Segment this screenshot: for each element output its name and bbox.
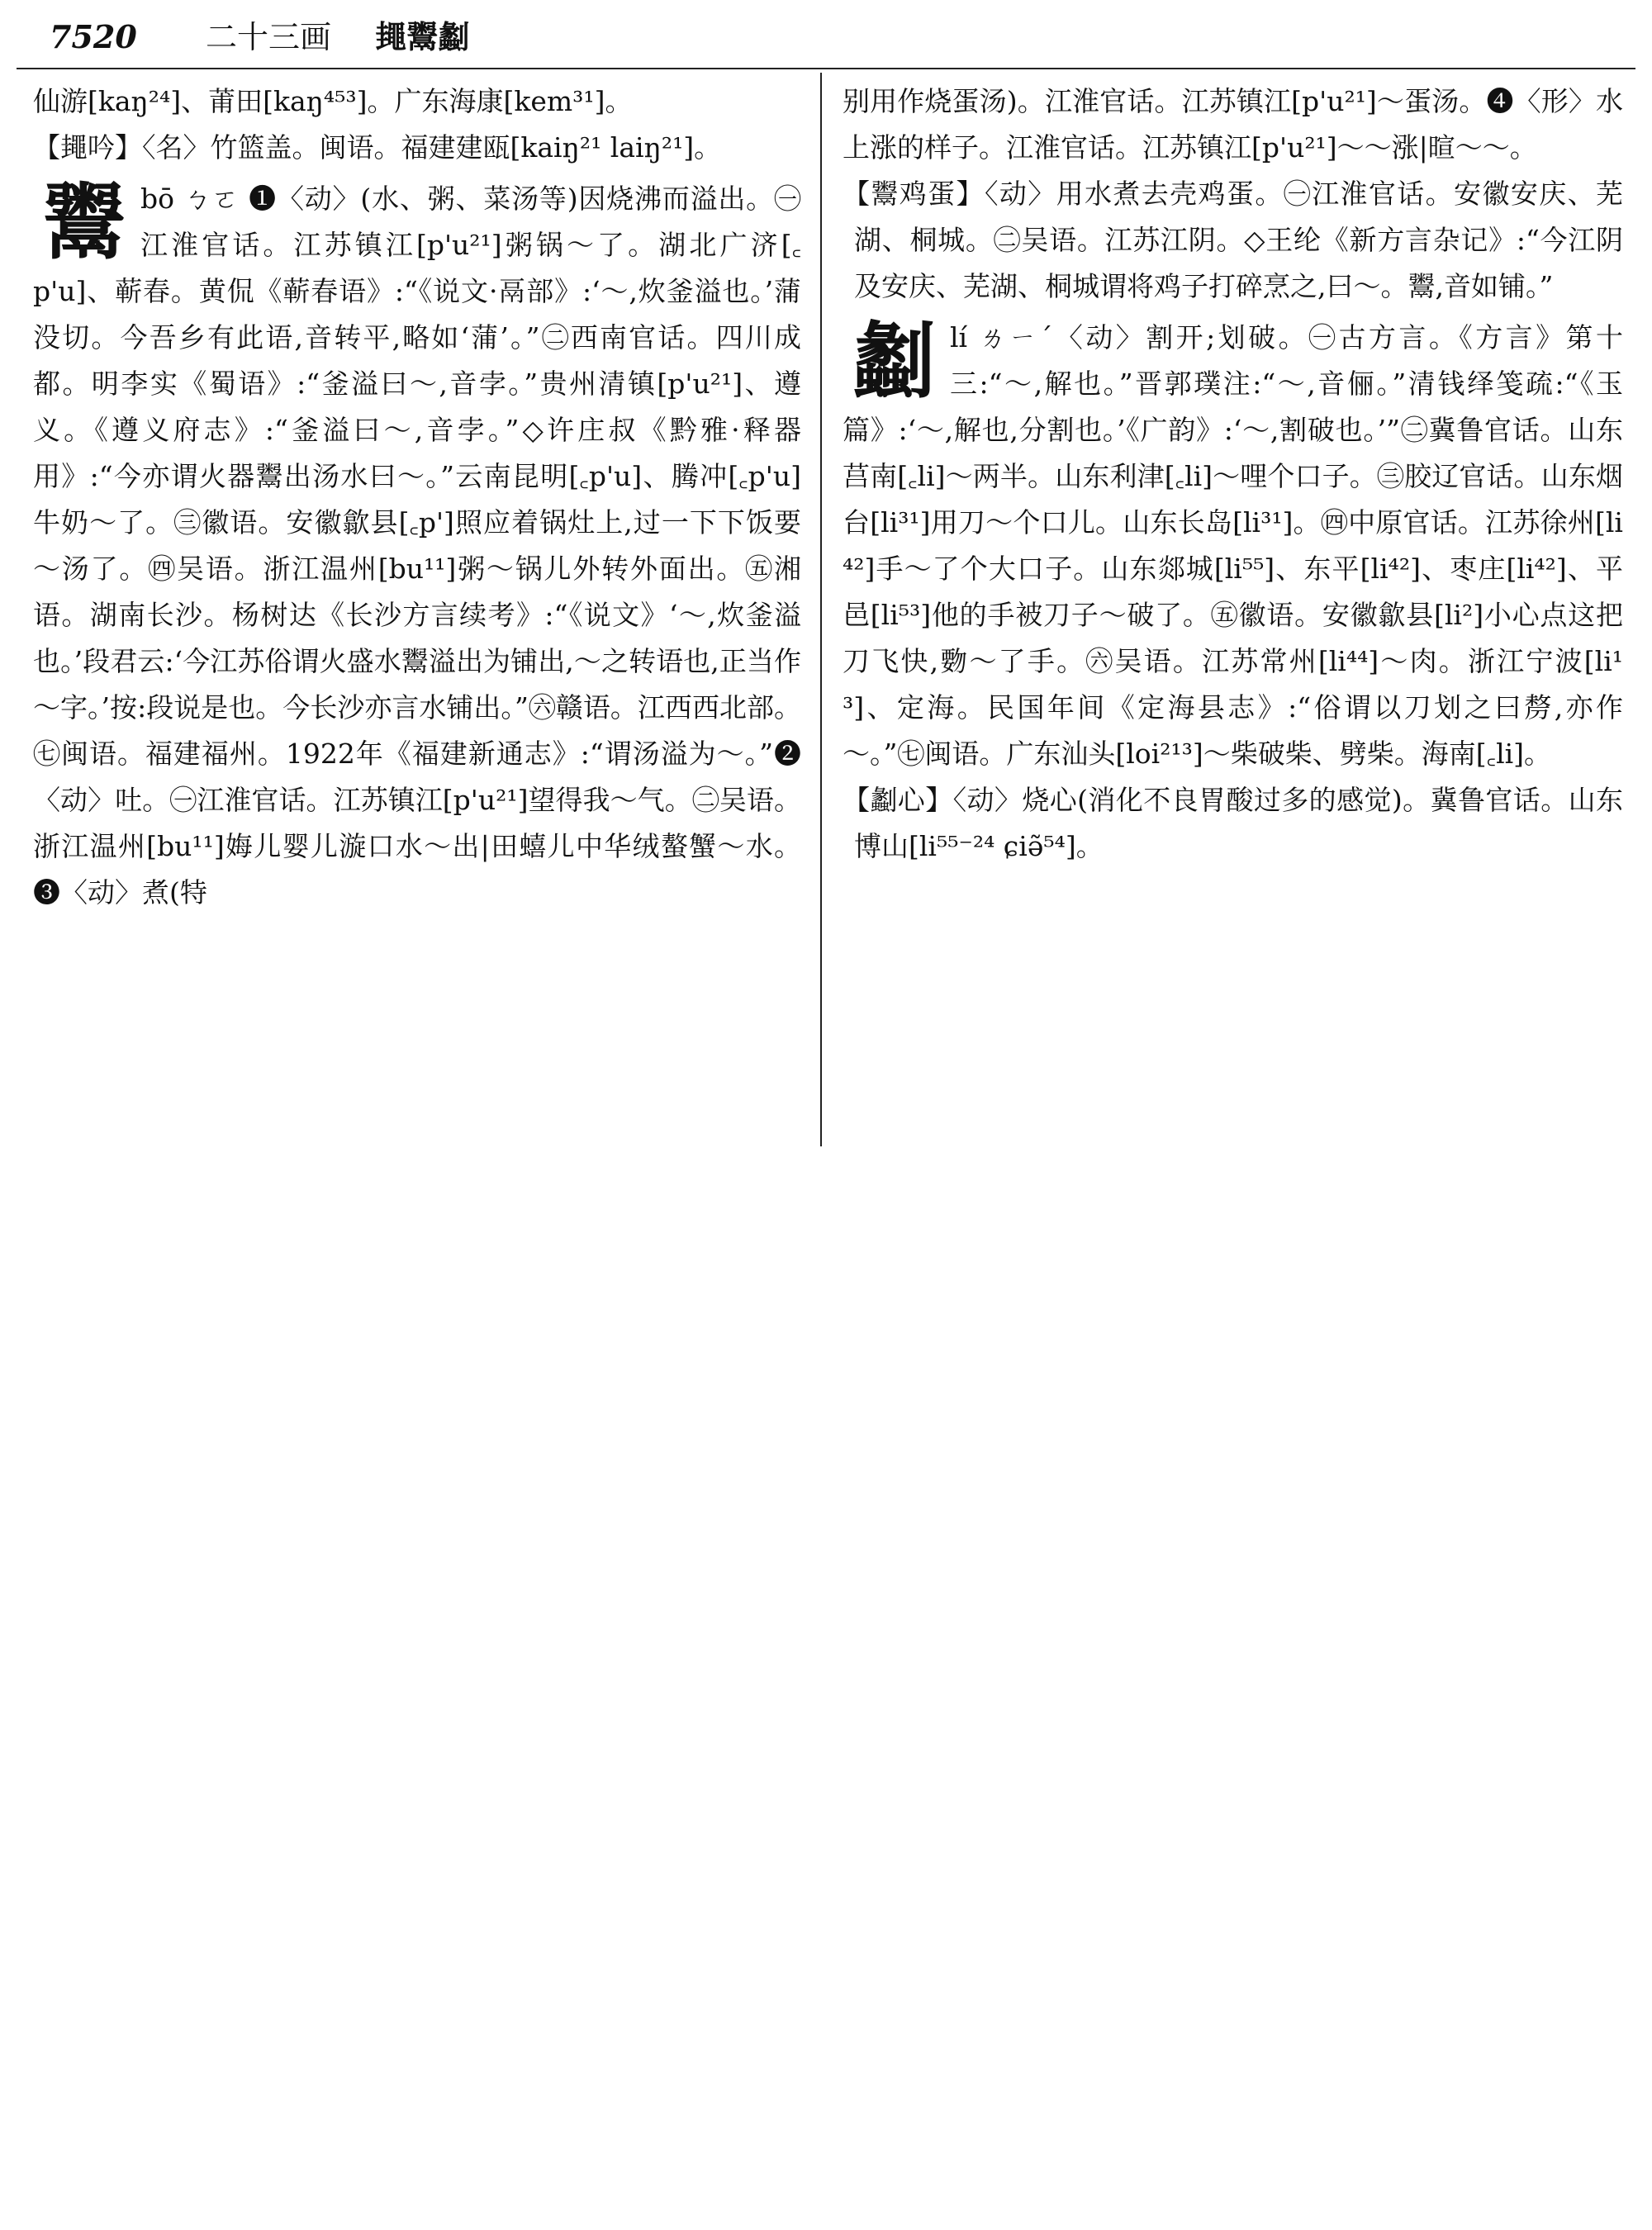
left-column — [33, 78, 801, 916]
stroke-count: 二十三画 — [206, 19, 332, 55]
right-column — [843, 78, 1623, 870]
page-header — [50, 17, 1619, 58]
page-number: 7520 — [50, 18, 137, 55]
sub-entry-kaiyin: 【䵷吟】〈名〉竹篮盖。闽语。福建建瓯[kaiŋ²¹ laiŋ²¹]。 — [33, 131, 722, 164]
left-continuation: 仙游[kaŋ²⁴]、莆田[kaŋ⁴⁵³]。广东海康[kem³¹]。 — [33, 85, 633, 117]
column-divider — [820, 73, 822, 1146]
headword-li: 劙 — [852, 312, 935, 410]
header-characters: 䵷鬻劙 — [375, 18, 470, 55]
sub-entry-bo-jidan: 【鬻鸡蛋】〈动〉用水煮去壳鸡蛋。㊀江淮官话。安徽安庆、芜湖、桐城。㊁吴语。江苏江阴。◇王纶《新方言杂记》:“今江阴及安庆、芜湖、桐城谓将鸡子打碎烹之,曰～。鬻,音如铺。” — [843, 178, 1623, 302]
right-continuation: 别用作烧蛋汤)。江淮官话。江苏镇江[p'u²¹]～蛋汤。❹〈形〉水上涨的样子。江淮官话。江苏镇江[p'u²¹]～～涨|暄～～。 — [843, 85, 1623, 164]
headword-bo: 鬻 — [43, 173, 126, 271]
entry-li — [843, 312, 1623, 777]
entry-li-text: lí ㄌㄧˊ〈动〉割开;划破。㊀古方言。《方言》第十三:“～,解也。”晋郭璞注:“～,音俪。”清钱绎笺疏:“《玉篇》:‘～,解也,分割也。’《广韵》:‘～,割破也。’”㊁冀鲁官话。山东莒南[꜀li]～两半。山东利津[꜀li]～哩个口子。㊂胶辽官话。山东烟台[li³¹]用刀～个口儿。山东长岛[li³¹]。㊃中原官话。江苏徐州[li⁴²]手～了个大口子。山东郯城[li⁵⁵]、东平[li⁴²]、枣庄[li⁴²]、平邑[li⁵³]他的手被刀子～破了。㊄徽语。安徽歙县[li²]小心点这把刀飞快,覅～了手。㊅吴语。江苏常州[li⁴⁴]～肉。浙江宁波[li¹³]、定海。民国年间《定海县志》:“俗谓以刀划之曰剺,亦作～。”㊆闽语。广东汕头[loi²¹³]～柴破柴、劈柴。海南[꜀li]。 — [843, 321, 1623, 770]
sub-entry-li-xin: 【劙心】〈动〉烧心(消化不良胃酸过多的感觉)。冀鲁官话。山东博山[li⁵⁵⁻²⁴ ɕiə̃⁵⁴]。 — [843, 784, 1623, 862]
entry-bo-text: bō ㄅㄛ ❶〈动〉(水、粥、菜汤等)因烧沸而溢出。㊀江淮官话。江苏镇江[p'u²¹]粥锅～了。湖北广济[꜀p'u]、蕲春。黄侃《蕲春语》:“《说文·鬲部》:‘～,炊釜溢也。’蒲没切。今吾乡有此语,音转平,略如‘蒲’。”㊁西南官话。四川成都。明李实《蜀语》:“釜溢曰～,音孛。”贵州清镇[p'u²¹]、遵义。《遵义府志》:“釜溢曰～,音孛。”◇许庄叔《黔雅·释器用》:“今亦谓火器鬻出汤水曰～。”云南昆明[꜀p'u]、腾冲[꜀p'u]牛奶～了。㊂徽语。安徽歙县[꜀p']照应着锅灶上,过一下下饭要～汤了。㊃吴语。浙江温州[bu¹¹]粥～锅儿外转外面出。㊄湘语。湖南长沙。杨树达《长沙方言续考》:“《说文》‘～,炊釜溢也。’段君云:‘今江苏俗谓火盛水鬻溢出为铺出,～之转语也,正当作～字。’按:段说是也。今长沙亦言水铺出。”㊅赣语。江西西北部。㊆闽语。福建福州。1922年《福建新通志》:“谓汤溢为～。”❷〈动〉吐。㊀江淮官话。江苏镇江[p'u²¹]望得我～气。㊁吴语。浙江温州[bu¹¹]娒儿婴儿漩口水～出|田蟢儿中华绒螯蟹～水。❸〈动〉煮(特 — [33, 183, 801, 909]
entry-bo — [33, 173, 801, 916]
header-rule — [17, 68, 1635, 69]
